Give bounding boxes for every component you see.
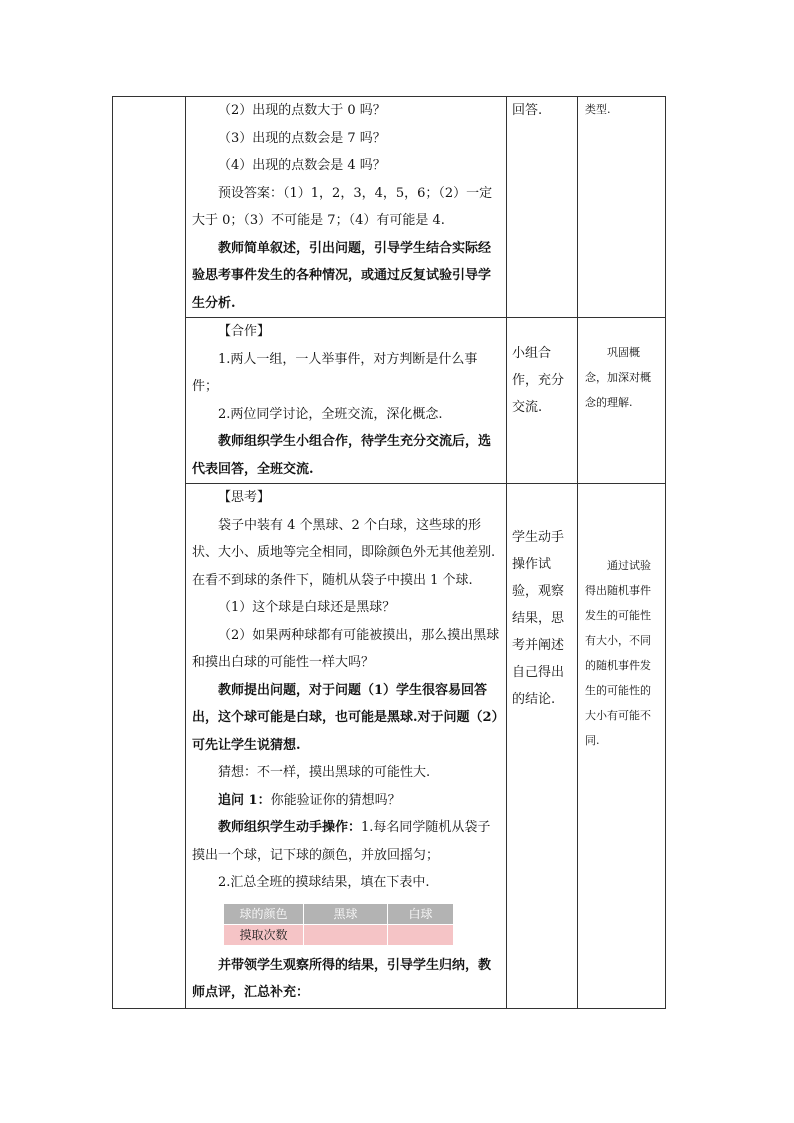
table-row (113, 97, 666, 318)
white-count-cell (388, 924, 454, 945)
operation-step-2: 2.汇总全班的摸球结果，填在下表中. (218, 875, 430, 890)
question-2: （2）出现的点数大于 0 吗？ (218, 103, 386, 118)
teacher-note: 教师提出问题，对于问题（1）学生很容易回答出，这个球可能是白球，也可能是黑球.对于问题（2）可先让学生说猜想. (192, 682, 499, 753)
student-activity-text: 回答. (512, 103, 543, 118)
section-heading: 【思考】 (218, 490, 271, 505)
draw-count-label: 摸取次数 (224, 924, 304, 945)
design-purpose-text: 通过试验得出随机事件发生的可能性有大小，不同的随机事件发生的可能性的大小有可能不同. (585, 559, 651, 747)
section-heading: 【合作】 (218, 324, 271, 339)
teacher-note: 教师简单叙述，引出问题，引导学生结合实际经验思考事件发生的各种情况，或通过反复试验引导学生分析. (192, 240, 492, 311)
black-count-cell (304, 924, 388, 945)
operation-step-1-text: 1.每名同学随机从袋子摸出一个球，记下球的颜色，并放回摇匀； (192, 820, 491, 863)
header-black-ball: 黑球 (304, 903, 388, 924)
cooperation-step-1: 1.两人一组，一人举事件，对方判断是什么事件； (192, 351, 478, 394)
lesson-plan-table (112, 96, 666, 1009)
student-activity-cell (507, 484, 578, 1009)
problem-intro: 袋子中装有 4 个黑球、2 个白球，这些球的形状、大小、质地等完全相同，即除颜色外无其他差别.在看不到球的条件下，随机从袋子中摸出 1 个球. (192, 517, 496, 588)
follow-up-label: 追问 1： (218, 792, 271, 808)
header-ball-color: 球的颜色 (224, 903, 304, 924)
preset-answer: 预设答案：（1）1，2，3，4，5，6；（2）一定大于 0；（3）不可能是 7；（4）有可能是 4. (192, 185, 493, 228)
teaching-content-cell (186, 484, 507, 1009)
student-activity-text: 学生动手操作试验，观察结果，思考并阐述自己得出的结论. (512, 530, 565, 707)
teacher-summary-note: 并带领学生观察所得的结果，引导学生归纳，教师点评，汇总补充： (192, 957, 492, 1000)
teaching-content-cell (186, 318, 507, 484)
student-activity-cell (507, 97, 578, 318)
design-purpose-cell (578, 318, 666, 484)
table-row (113, 318, 666, 484)
table-row (113, 484, 666, 1009)
student-activity-text: 小组合作，充分交流. (512, 346, 565, 415)
draw-count-row (224, 924, 454, 945)
question-3: （3）出现的点数会是 7 吗？ (218, 130, 386, 146)
teaching-content-cell (186, 97, 507, 318)
student-activity-cell (507, 318, 578, 484)
guess-text: 猜想：不一样，摸出黑球的可能性大. (218, 765, 431, 780)
follow-up-text: 你能验证你的猜想吗？ (270, 792, 401, 808)
stage-column-cell (113, 97, 186, 1009)
teacher-note: 教师组织学生小组合作，待学生充分交流后，选代表回答，全班交流. (192, 434, 492, 477)
design-purpose-text: 巩固概念，加深对概念的理解. (585, 346, 651, 409)
thinking-question-2: （2）如果两种球都有可能被摸出，那么摸出黑球和摸出白球的可能性一样大吗？ (192, 627, 500, 670)
draw-result-header-row (224, 903, 454, 924)
operation-step-1 (192, 814, 501, 869)
draw-result-table (223, 903, 454, 946)
header-white-ball: 白球 (388, 903, 454, 924)
cooperation-step-2: 2.两位同学讨论，全班交流，深化概念. (218, 406, 443, 422)
thinking-question-1: （1）这个球是白球还是黑球？ (218, 600, 396, 615)
design-purpose-cell (578, 97, 666, 318)
follow-up-question (192, 787, 501, 815)
design-purpose-text: 类型. (585, 103, 611, 116)
operation-lead: 教师组织学生动手操作： (218, 820, 362, 835)
question-4: （4）出现的点数会是 4 吗？ (218, 158, 386, 173)
design-purpose-cell (578, 484, 666, 1009)
